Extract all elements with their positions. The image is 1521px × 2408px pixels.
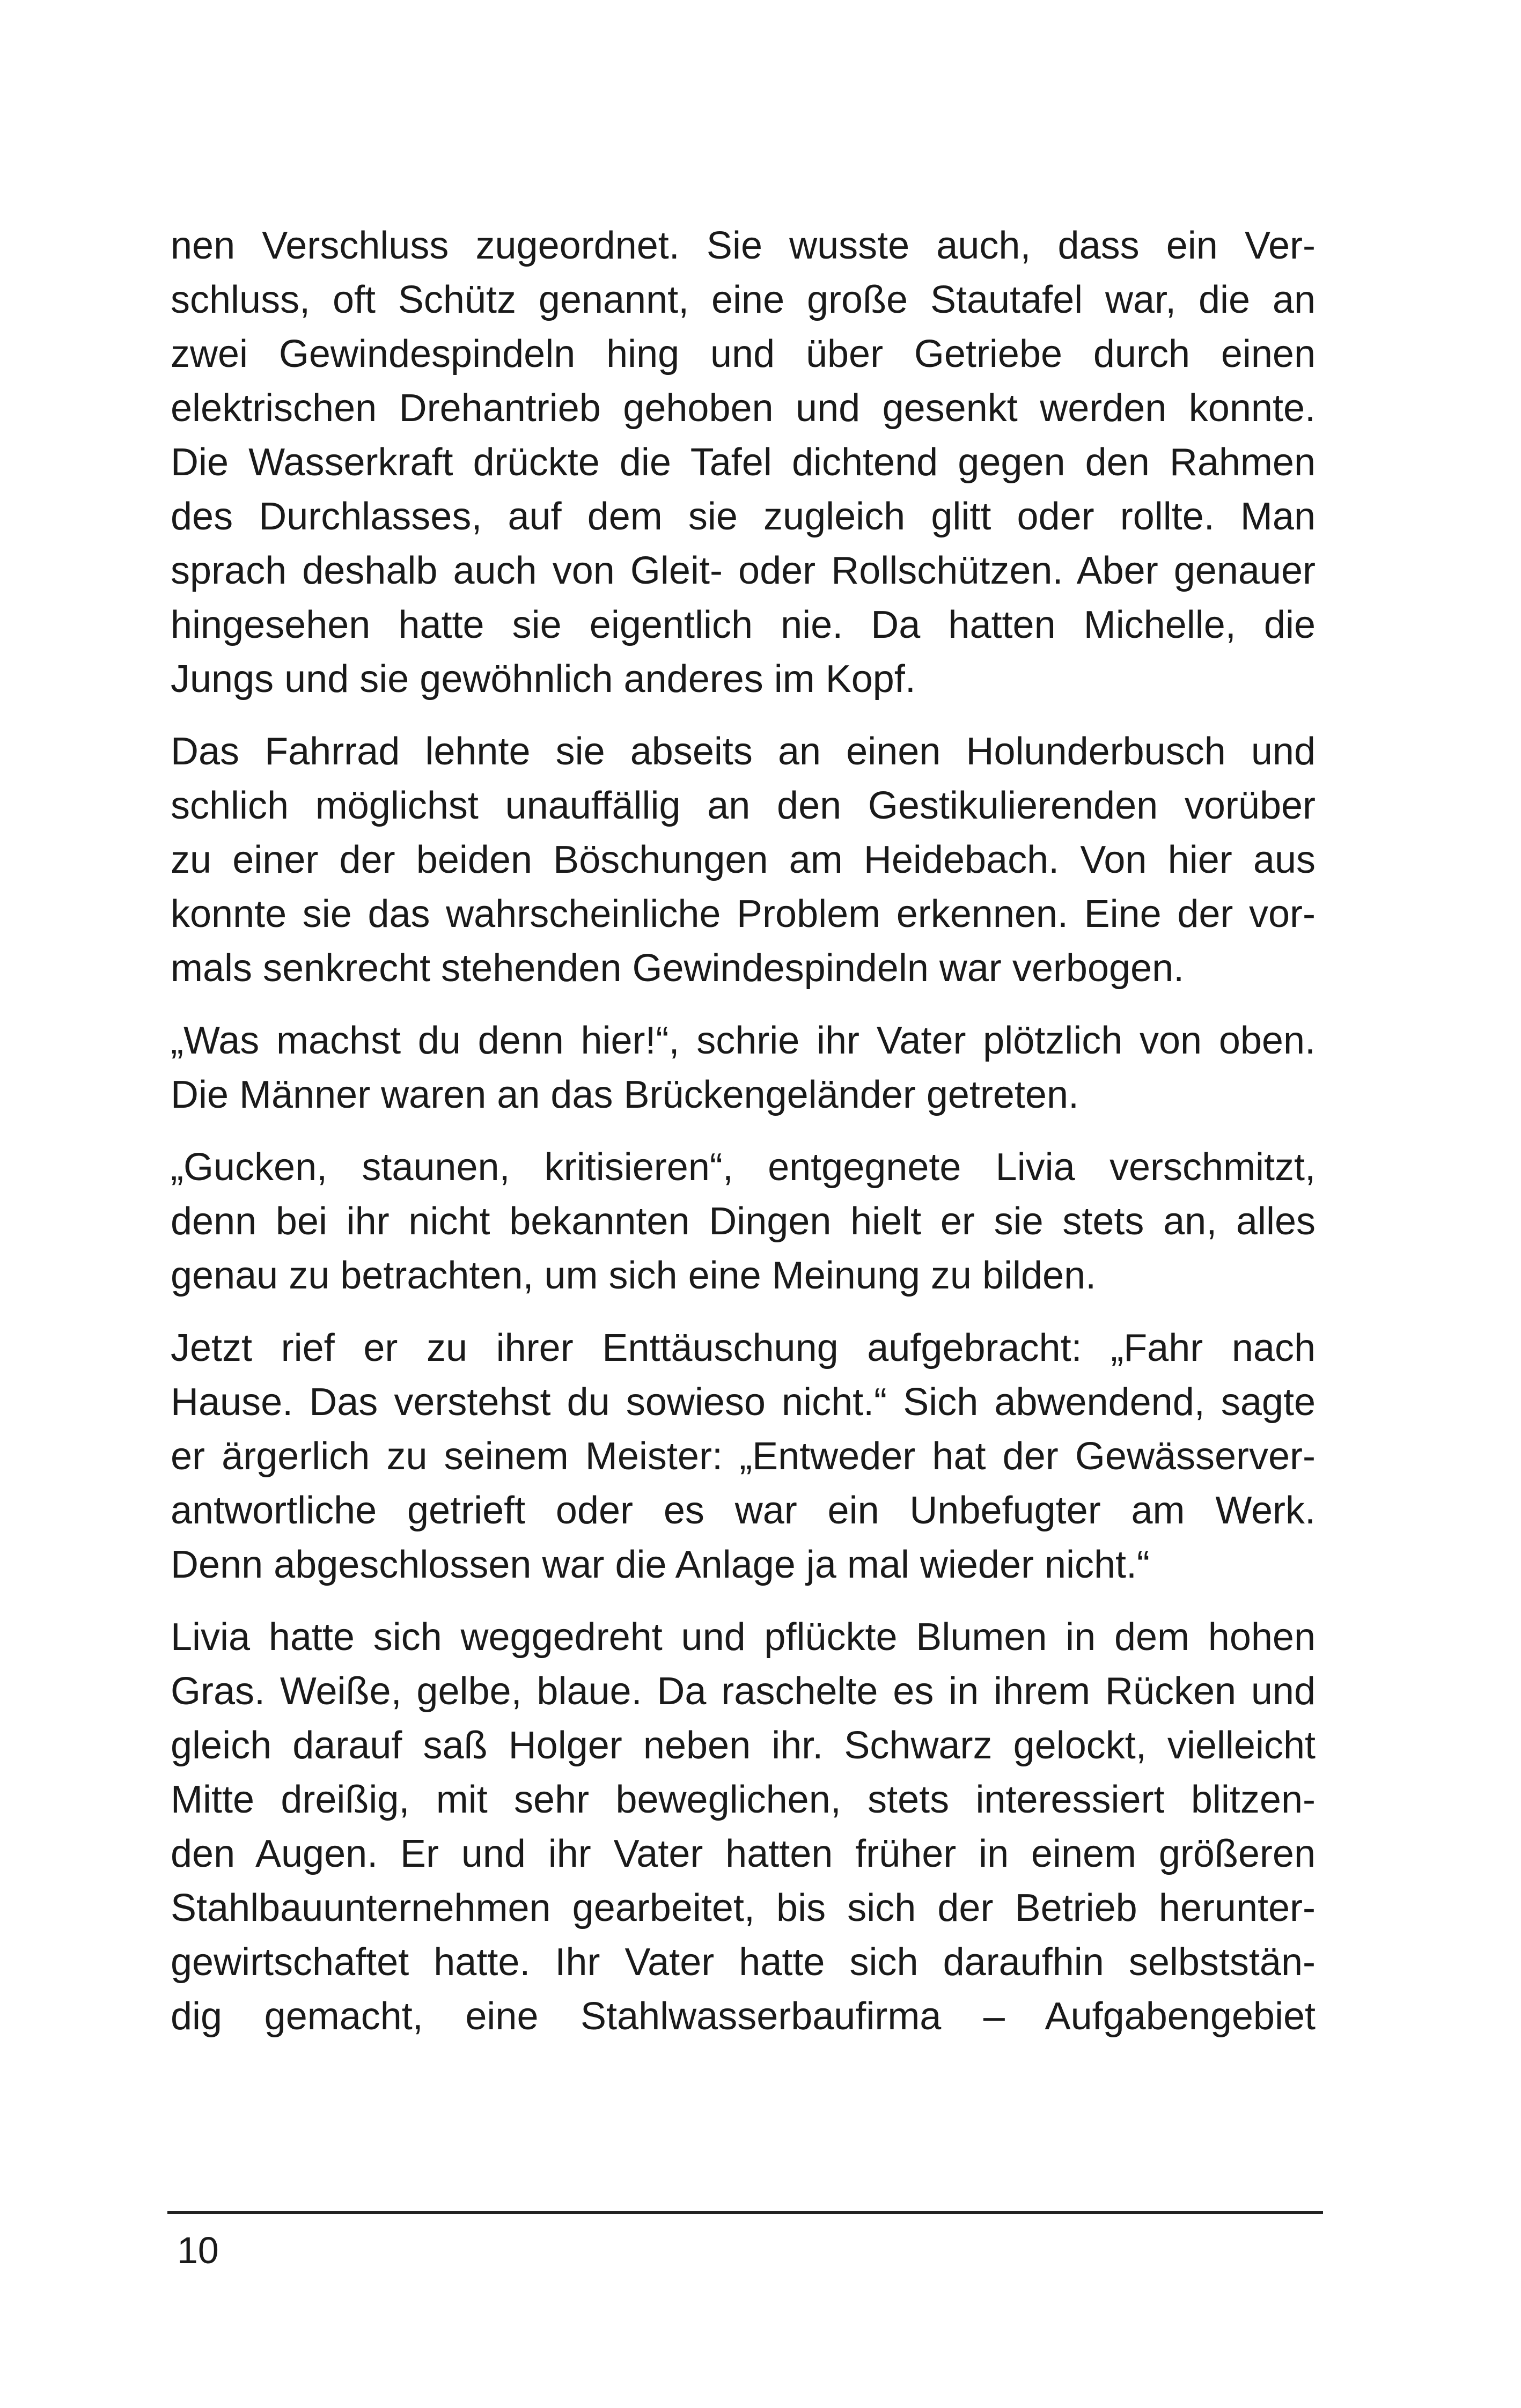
text-line: antwortliche getrieft oder es war ein Unbefugter am Werk. (171, 1489, 1316, 1532)
paragraph (171, 1610, 1316, 2044)
text-line: dig gemacht, eine Stahlwasserbaufirma – Aufgabengebiet (171, 1995, 1316, 2038)
text-line: Jetzt rief er zu ihrer Enttäuschung aufgebracht: „Fahr nach (171, 1327, 1316, 1369)
text-line: konnte sie das wahrscheinliche Problem erkennen. Eine der vor- (171, 893, 1316, 936)
paragraph (171, 1014, 1316, 1122)
text-line: Denn abgeschlossen war die Anlage ja mal wieder nicht.“ (171, 1543, 1150, 1586)
text-line: schluss, oft Schütz genannt, eine große Stautafel war, die an (171, 278, 1316, 321)
page-number: 10 (177, 2229, 219, 2271)
text-line: nen Verschluss zugeordnet. Sie wusste auch, dass ein Ver- (171, 224, 1316, 267)
paragraph (171, 219, 1316, 706)
text-line: Das Fahrrad lehnte sie abseits an einen Holunderbusch und (171, 730, 1316, 773)
text-line: hingesehen hatte sie eigentlich nie. Da hatten Michelle, die (171, 603, 1316, 646)
text-line: zu einer der beiden Böschungen am Heidebach. Von hier aus (171, 838, 1316, 881)
text-line: zwei Gewindespindeln hing und über Getriebe durch einen (171, 333, 1316, 375)
text-line: Mitte dreißig, mit sehr beweglichen, stets interessiert blitzen- (171, 1778, 1316, 1821)
body-text (171, 219, 1316, 2062)
text-line: schlich möglichst unauffällig an den Gestikulierenden vorüber (171, 784, 1316, 827)
text-line: mals senkrecht stehenden Gewindespindeln war verbogen. (171, 947, 1185, 990)
text-line: elektrischen Drehantrieb gehoben und gesenkt werden konnte. (171, 387, 1316, 430)
paragraph (171, 725, 1316, 996)
text-line: den Augen. Er und ihr Vater hatten früher in einem größeren (171, 1832, 1316, 1875)
text-line: „Was machst du denn hier!“, schrie ihr Vater plötzlich von oben. (171, 1019, 1316, 1062)
text-line: Stahlbauunternehmen gearbeitet, bis sich der Betrieb herunter- (171, 1887, 1316, 1930)
paragraph (171, 1140, 1316, 1303)
text-line: des Durchlasses, auf dem sie zugleich glitt oder rollte. Man (171, 495, 1316, 538)
text-line: Die Männer waren an das Brückengeländer getreten. (171, 1073, 1079, 1116)
text-line: Die Wasserkraft drückte die Tafel dichtend gegen den Rahmen (171, 441, 1316, 484)
text-line: Hause. Das verstehst du sowieso nicht.“ Sich abwendend, sagte (171, 1381, 1316, 1424)
text-line: Jungs und sie gewöhnlich anderes im Kopf. (171, 658, 916, 701)
text-line: Gras. Weiße, gelbe, blaue. Da raschelte es in ihrem Rücken und (171, 1670, 1316, 1713)
text-line: genau zu betrachten, um sich eine Meinung zu bilden. (171, 1254, 1097, 1297)
footer-divider (167, 2211, 1323, 2214)
text-line: „Gucken, staunen, kritisieren“, entgegnete Livia verschmitzt, (171, 1146, 1316, 1189)
text-line: gewirtschaftet hatte. Ihr Vater hatte sich daraufhin selbststän- (171, 1941, 1316, 1984)
text-line: denn bei ihr nicht bekannten Dingen hielt er sie stets an, alles (171, 1200, 1316, 1243)
text-line: sprach deshalb auch von Gleit- oder Rollschützen. Aber genauer (171, 549, 1316, 592)
text-line: er ärgerlich zu seinem Meister: „Entweder hat der Gewässerver- (171, 1435, 1316, 1478)
paragraph (171, 1321, 1316, 1592)
text-line: Livia hatte sich weggedreht und pflückte Blumen in dem hohen (171, 1616, 1316, 1659)
text-line: gleich darauf saß Holger neben ihr. Schwarz gelockt, vielleicht (171, 1724, 1316, 1767)
